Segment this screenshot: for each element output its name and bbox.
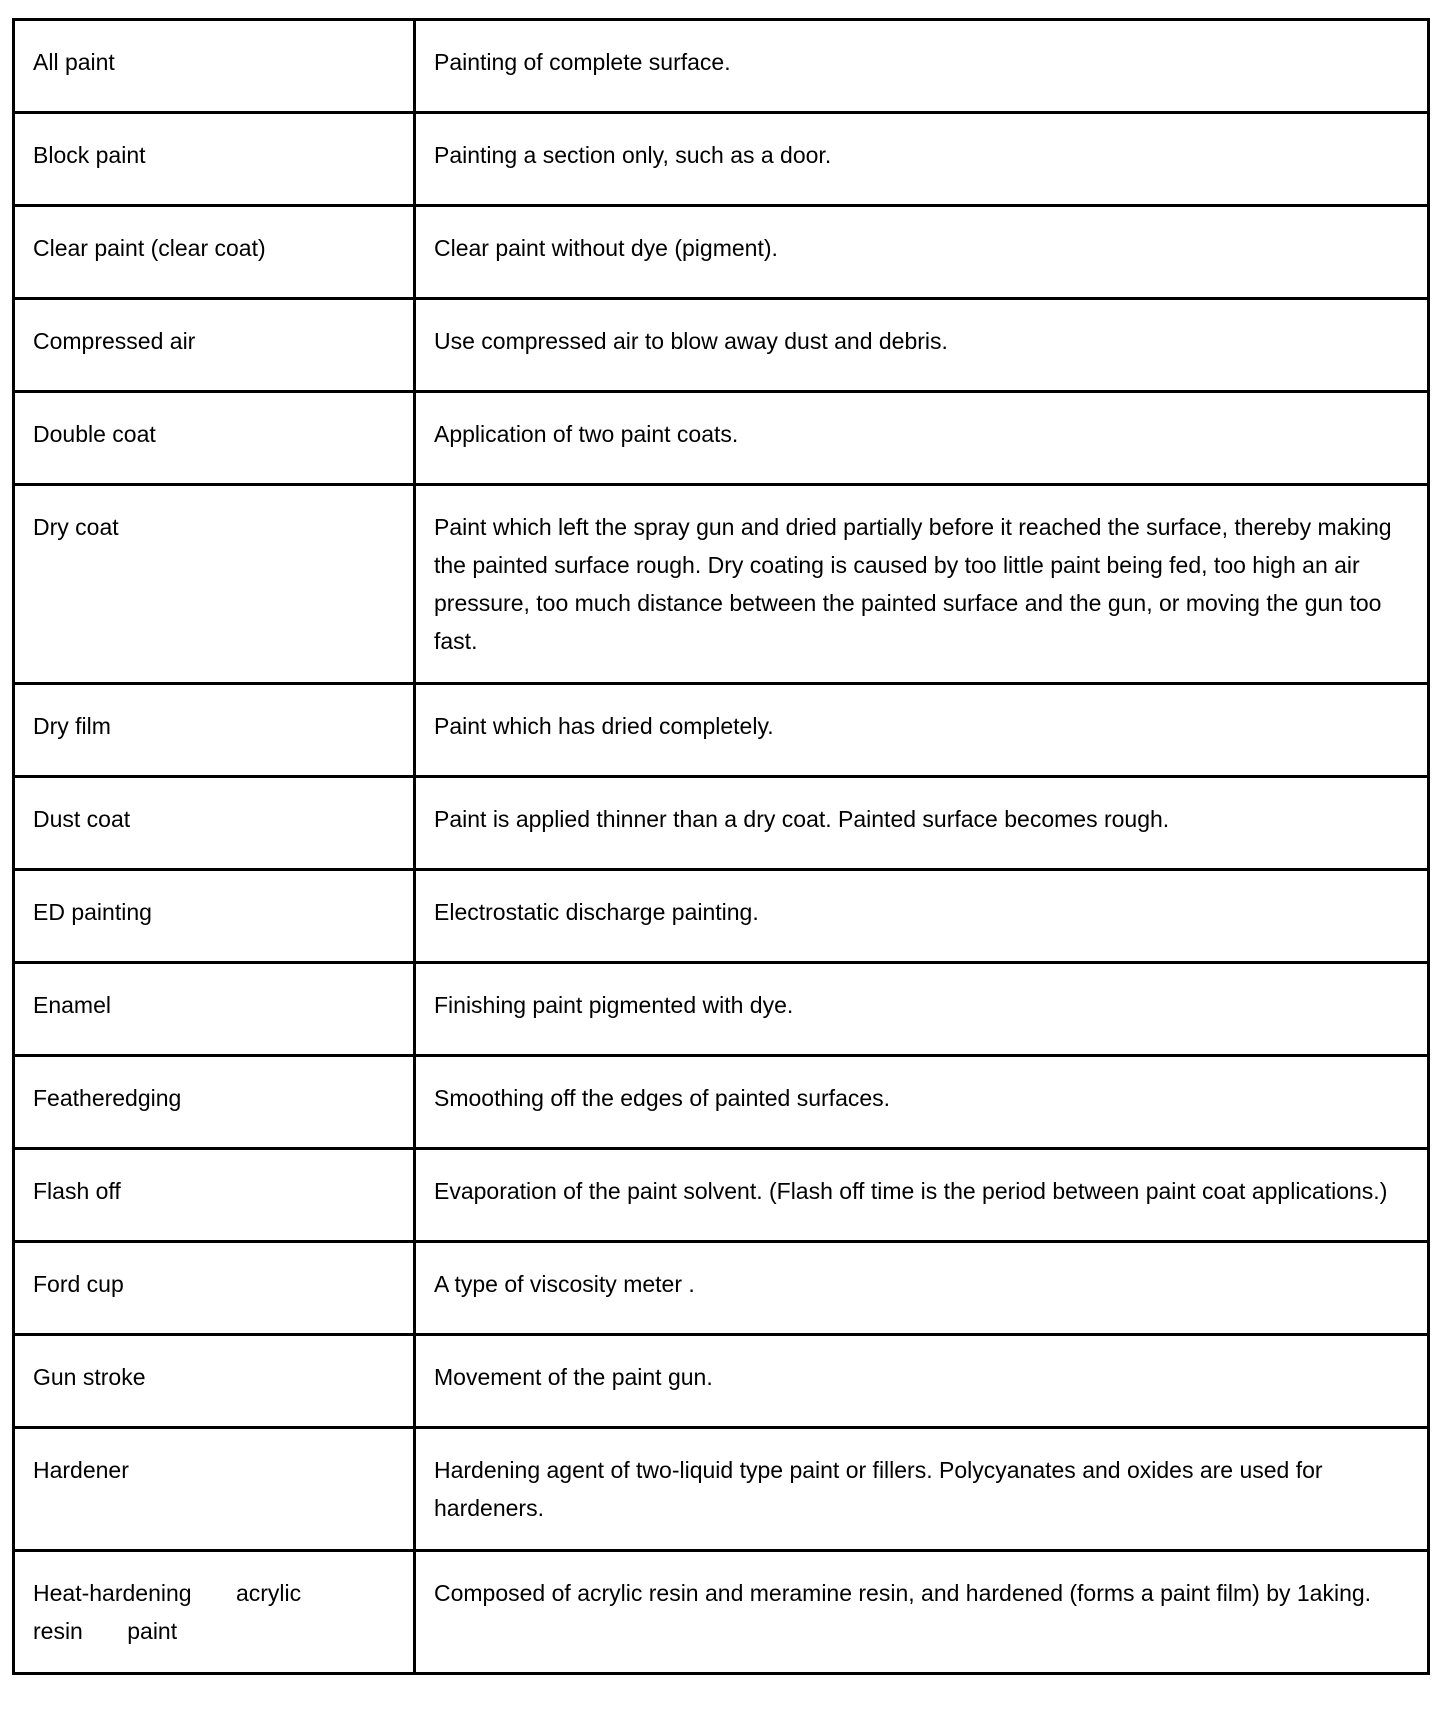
definition-cell: Electrostatic discharge painting. bbox=[415, 870, 1429, 963]
definition-cell: Smoothing off the edges of painted surfaces. bbox=[415, 1056, 1429, 1149]
table-row bbox=[14, 299, 1429, 392]
definition-cell: Paint is applied thinner than a dry coat. Painted surface becomes rough. bbox=[415, 777, 1429, 870]
term-cell: ED painting bbox=[14, 870, 415, 963]
term-cell: Hardener bbox=[14, 1428, 415, 1551]
table-row bbox=[14, 113, 1429, 206]
term-cell: Double coat bbox=[14, 392, 415, 485]
term-cell: Flash off bbox=[14, 1149, 415, 1242]
table-row bbox=[14, 1428, 1429, 1551]
definition-cell: Hardening agent of two-liquid type paint or fillers. Polycyanates and oxides are used for hardeners. bbox=[415, 1428, 1429, 1551]
table-row bbox=[14, 1551, 1429, 1674]
glossary-table bbox=[12, 18, 1430, 1675]
definition-cell: Clear paint without dye (pigment). bbox=[415, 206, 1429, 299]
table-row bbox=[14, 870, 1429, 963]
term-cell: Enamel bbox=[14, 963, 415, 1056]
table-row bbox=[14, 963, 1429, 1056]
table-row bbox=[14, 392, 1429, 485]
table-row bbox=[14, 20, 1429, 113]
table-row bbox=[14, 206, 1429, 299]
definition-cell: Application of two paint coats. bbox=[415, 392, 1429, 485]
table-row bbox=[14, 1242, 1429, 1335]
definition-cell: A type of viscosity meter . bbox=[415, 1242, 1429, 1335]
definition-cell: Paint which has dried completely. bbox=[415, 684, 1429, 777]
term-cell: Heat-hardening acrylic resin paint bbox=[14, 1551, 415, 1674]
definition-cell: Painting a section only, such as a door. bbox=[415, 113, 1429, 206]
term-cell: Ford cup bbox=[14, 1242, 415, 1335]
term-cell: Compressed air bbox=[14, 299, 415, 392]
definition-cell: Painting of complete surface. bbox=[415, 20, 1429, 113]
table-row bbox=[14, 1335, 1429, 1428]
definition-cell: Movement of the paint gun. bbox=[415, 1335, 1429, 1428]
definition-cell: Paint which left the spray gun and dried partially before it reached the surface, thereby making the painted surface rough. Dry coating is caused by too little paint being fed, too high an air pressure, too much distance between the painted surface and the gun, or moving the gun too fast. bbox=[415, 485, 1429, 684]
table-row bbox=[14, 1149, 1429, 1242]
term-cell: Dry film bbox=[14, 684, 415, 777]
definition-cell: Finishing paint pigmented with dye. bbox=[415, 963, 1429, 1056]
table-row bbox=[14, 1056, 1429, 1149]
definition-cell: Use compressed air to blow away dust and debris. bbox=[415, 299, 1429, 392]
term-cell: Clear paint (clear coat) bbox=[14, 206, 415, 299]
table-row bbox=[14, 777, 1429, 870]
definition-cell: Evaporation of the paint solvent. (Flash off time is the period between paint coat applications.) bbox=[415, 1149, 1429, 1242]
table-row bbox=[14, 485, 1429, 684]
term-cell: Dry coat bbox=[14, 485, 415, 684]
definition-cell: Composed of acrylic resin and meramine resin, and hardened (forms a paint film) by 1aking. bbox=[415, 1551, 1429, 1674]
term-cell: Gun stroke bbox=[14, 1335, 415, 1428]
table-row bbox=[14, 684, 1429, 777]
term-cell: Dust coat bbox=[14, 777, 415, 870]
term-cell: All paint bbox=[14, 20, 415, 113]
term-cell: Block paint bbox=[14, 113, 415, 206]
term-cell: Featheredging bbox=[14, 1056, 415, 1149]
